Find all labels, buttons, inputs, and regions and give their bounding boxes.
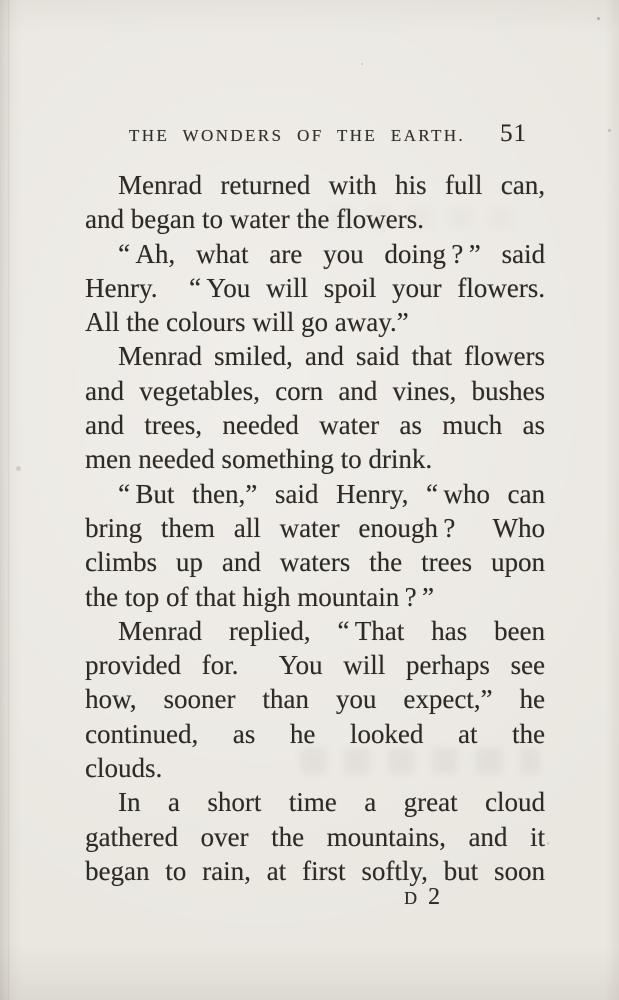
paper-speckle	[16, 466, 21, 471]
page-number: 51	[500, 120, 527, 147]
text-line: how, sooner than you expect,” he	[85, 684, 545, 715]
text-line: provided for. You will perhaps see	[85, 650, 545, 681]
text-line: men needed something to drink.	[85, 444, 433, 475]
running-head	[85, 121, 545, 153]
text-line: gathered over the mountains, and it	[85, 821, 545, 852]
paper-speckle	[608, 129, 611, 132]
text-line: clouds.	[85, 753, 163, 784]
paper-speckle	[547, 842, 549, 845]
text-line: Menrad replied, “ That has been	[118, 615, 545, 646]
text-line: climbs up and waters the trees upon	[85, 547, 545, 578]
text-line: “ But then,” said Henry, “ who can	[118, 478, 545, 509]
text-line: In a short time a great cloud	[118, 787, 545, 818]
text-line: “ Ah, what are you doing ? ” said	[118, 238, 545, 269]
signature-mark	[404, 882, 440, 914]
text-line: Menrad returned with his full can,	[118, 170, 545, 200]
text-line: the top of that high mountain ? ”	[85, 581, 434, 612]
signature-number: 2	[428, 884, 440, 910]
text-line: continued, as he looked at the	[85, 718, 545, 749]
text-line: and vegetables, corn and vines, bushes	[85, 375, 545, 406]
text-line: and trees, needed water as much as	[85, 410, 545, 441]
paper-speckle	[597, 17, 600, 20]
text-line: bring them all water enough ? Who	[85, 512, 545, 543]
text-line: All the colours will go away.”	[85, 307, 409, 338]
text-block	[85, 168, 545, 888]
paper-speckle	[361, 63, 363, 65]
text-line: began to rain, at first softly, but soon	[85, 855, 545, 886]
text-line: Henry. “ You will spoil your flowers.	[85, 272, 545, 303]
text-line: and began to water the flowers.	[85, 204, 424, 235]
running-head-title: THE WONDERS OF THE EARTH.	[128, 126, 466, 145]
text-line: Menrad smiled, and said that flowers	[118, 341, 545, 372]
signature-letter: D	[404, 888, 418, 908]
page-crease	[7, 0, 10, 1000]
